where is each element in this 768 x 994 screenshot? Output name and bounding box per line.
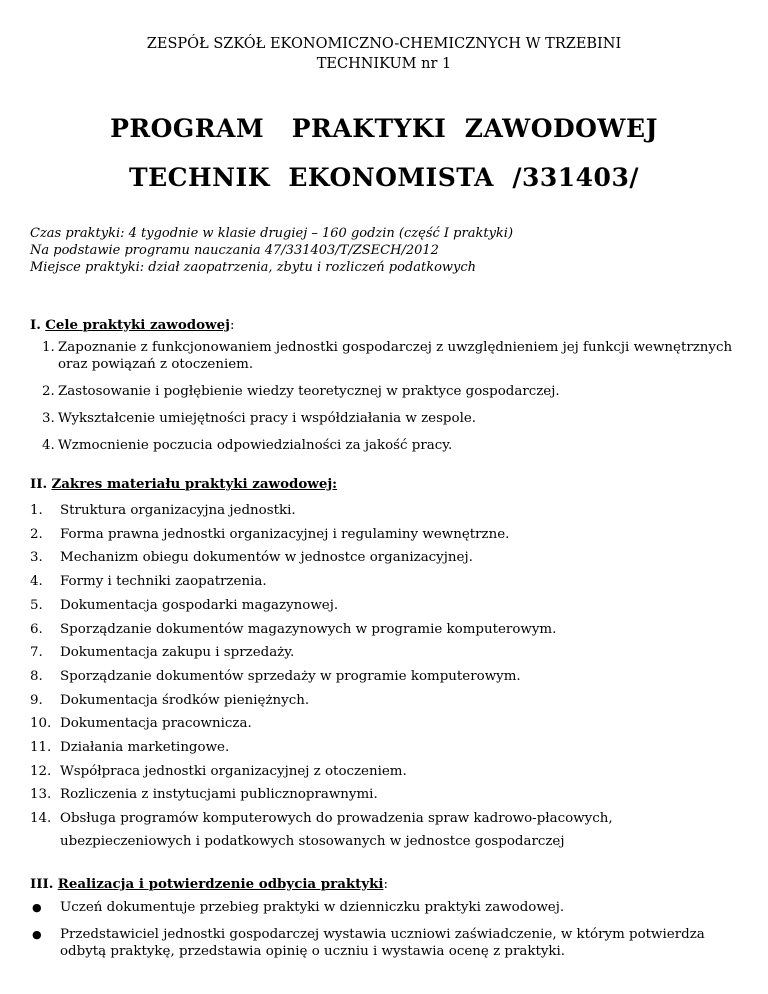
section-number: I. (30, 317, 41, 333)
list-item: 8. Sporządzanie dokumentów sprzedaży w programie komputerowym. (30, 668, 521, 684)
list-item: 13. Rozliczenia z instytucjami publicznoprawnymi. (30, 787, 378, 803)
section-goals-heading: I. Cele praktyki zawodowej: (30, 317, 235, 333)
list-item: 10. Dokumentacja pracownicza. (30, 716, 252, 732)
list-item: 3. Wykształcenie umiejętności pracy i współdziałania w zespole. (42, 411, 477, 426)
section-realization-heading: III. Realizacja i potwierdzenie odbycia praktyki: (30, 876, 388, 892)
list-item: 5. Dokumentacja gospodarki magazynowej. (30, 597, 339, 613)
section-title: Realizacja i potwierdzenie odbycia praktyki (57, 876, 384, 892)
section-number: III. (30, 876, 54, 892)
list-item: 2. Forma prawna jednostki organizacyjnej i regulaminy wewnętrzne. (30, 526, 510, 542)
list-item: 11. Działania marketingowe. (30, 740, 230, 756)
list-item: ● Przedstawiciel jednostki gospodarczej wystawia uczniowi zaświadczenie, w którym potwierdza odbytą praktykę, przedstawia opinię o uczniu i wystawia ocenę z praktyki. (32, 927, 705, 959)
section-title: Cele praktyki zawodowej (45, 317, 230, 333)
document-header (0, 34, 768, 74)
scope-list (30, 499, 740, 853)
section-number: II. (30, 476, 48, 492)
section-scope-heading (30, 476, 337, 492)
program-title: PROGRAM PRAKTYKI ZAWODOWEJ (110, 114, 658, 143)
practice-place: Miejsce praktyki: dział zaopatrzenia, zbytu i rozliczeń podatkowych (30, 260, 477, 275)
list-item: 4. Formy i techniki zaopatrzenia. (30, 574, 267, 590)
practice-info (30, 225, 513, 276)
practice-basis: Na podstawie programu nauczania 47/331403/T/ZSECH/2012 (30, 243, 439, 258)
list-item: 1. Zapoznanie z funkcjonowaniem jednostki gospodarczej z uwzględnieniem jej funkcji wewnętrznych oraz powiązań z otoczeniem. (42, 340, 733, 372)
section-title: Zakres materiału praktyki zawodowej: (51, 476, 338, 492)
list-item: 9. Dokumentacja środków pieniężnych. (30, 692, 310, 708)
bullet-icon: ● (32, 901, 42, 914)
bullet-icon: ● (32, 928, 42, 941)
profession-title: TECHNIK EKONOMISTA /331403/ (129, 163, 639, 192)
list-item: 14. Obsługa programów komputerowych do prowadzenia spraw kadrowo-płacowych, ubezpieczeniowych i podatkowych stosowanych w jednostce gospodarczej (30, 811, 613, 850)
realization-list (30, 899, 740, 970)
school-name: ZESPÓŁ SZKÓŁ EKONOMICZNO-CHEMICZNYCH W TRZEBINI (146, 36, 622, 52)
list-item: 7. Dokumentacja zakupu i sprzedaży. (30, 645, 295, 661)
list-item: 12. Współpraca jednostki organizacyjnej z otoczeniem. (30, 763, 407, 779)
list-item: 6. Sporządzanie dokumentów magazynowych w programie komputerowym. (30, 621, 557, 637)
list-item: 4. Wzmocnienie poczucia odpowiedzialności za jakość pracy. (42, 438, 453, 453)
practice-duration: Czas praktyki: 4 tygodnie w klasie drugiej – 160 godzin (część I praktyki) (30, 226, 514, 241)
list-item: 2. Zastosowanie i pogłębienie wiedzy teoretycznej w praktyce gospodarczej. (42, 384, 560, 399)
goals-list (30, 339, 740, 464)
list-item: 3. Mechanizm obiegu dokumentów w jednostce organizacyjnej. (30, 550, 473, 566)
list-item: 1. Struktura organizacyjna jednostki. (30, 503, 296, 518)
list-item: ● Uczeń dokumentuje przebieg praktyki w dzienniczku praktyki zawodowej. (32, 900, 565, 915)
school-subtitle: TECHNIKUM nr 1 (316, 56, 452, 72)
